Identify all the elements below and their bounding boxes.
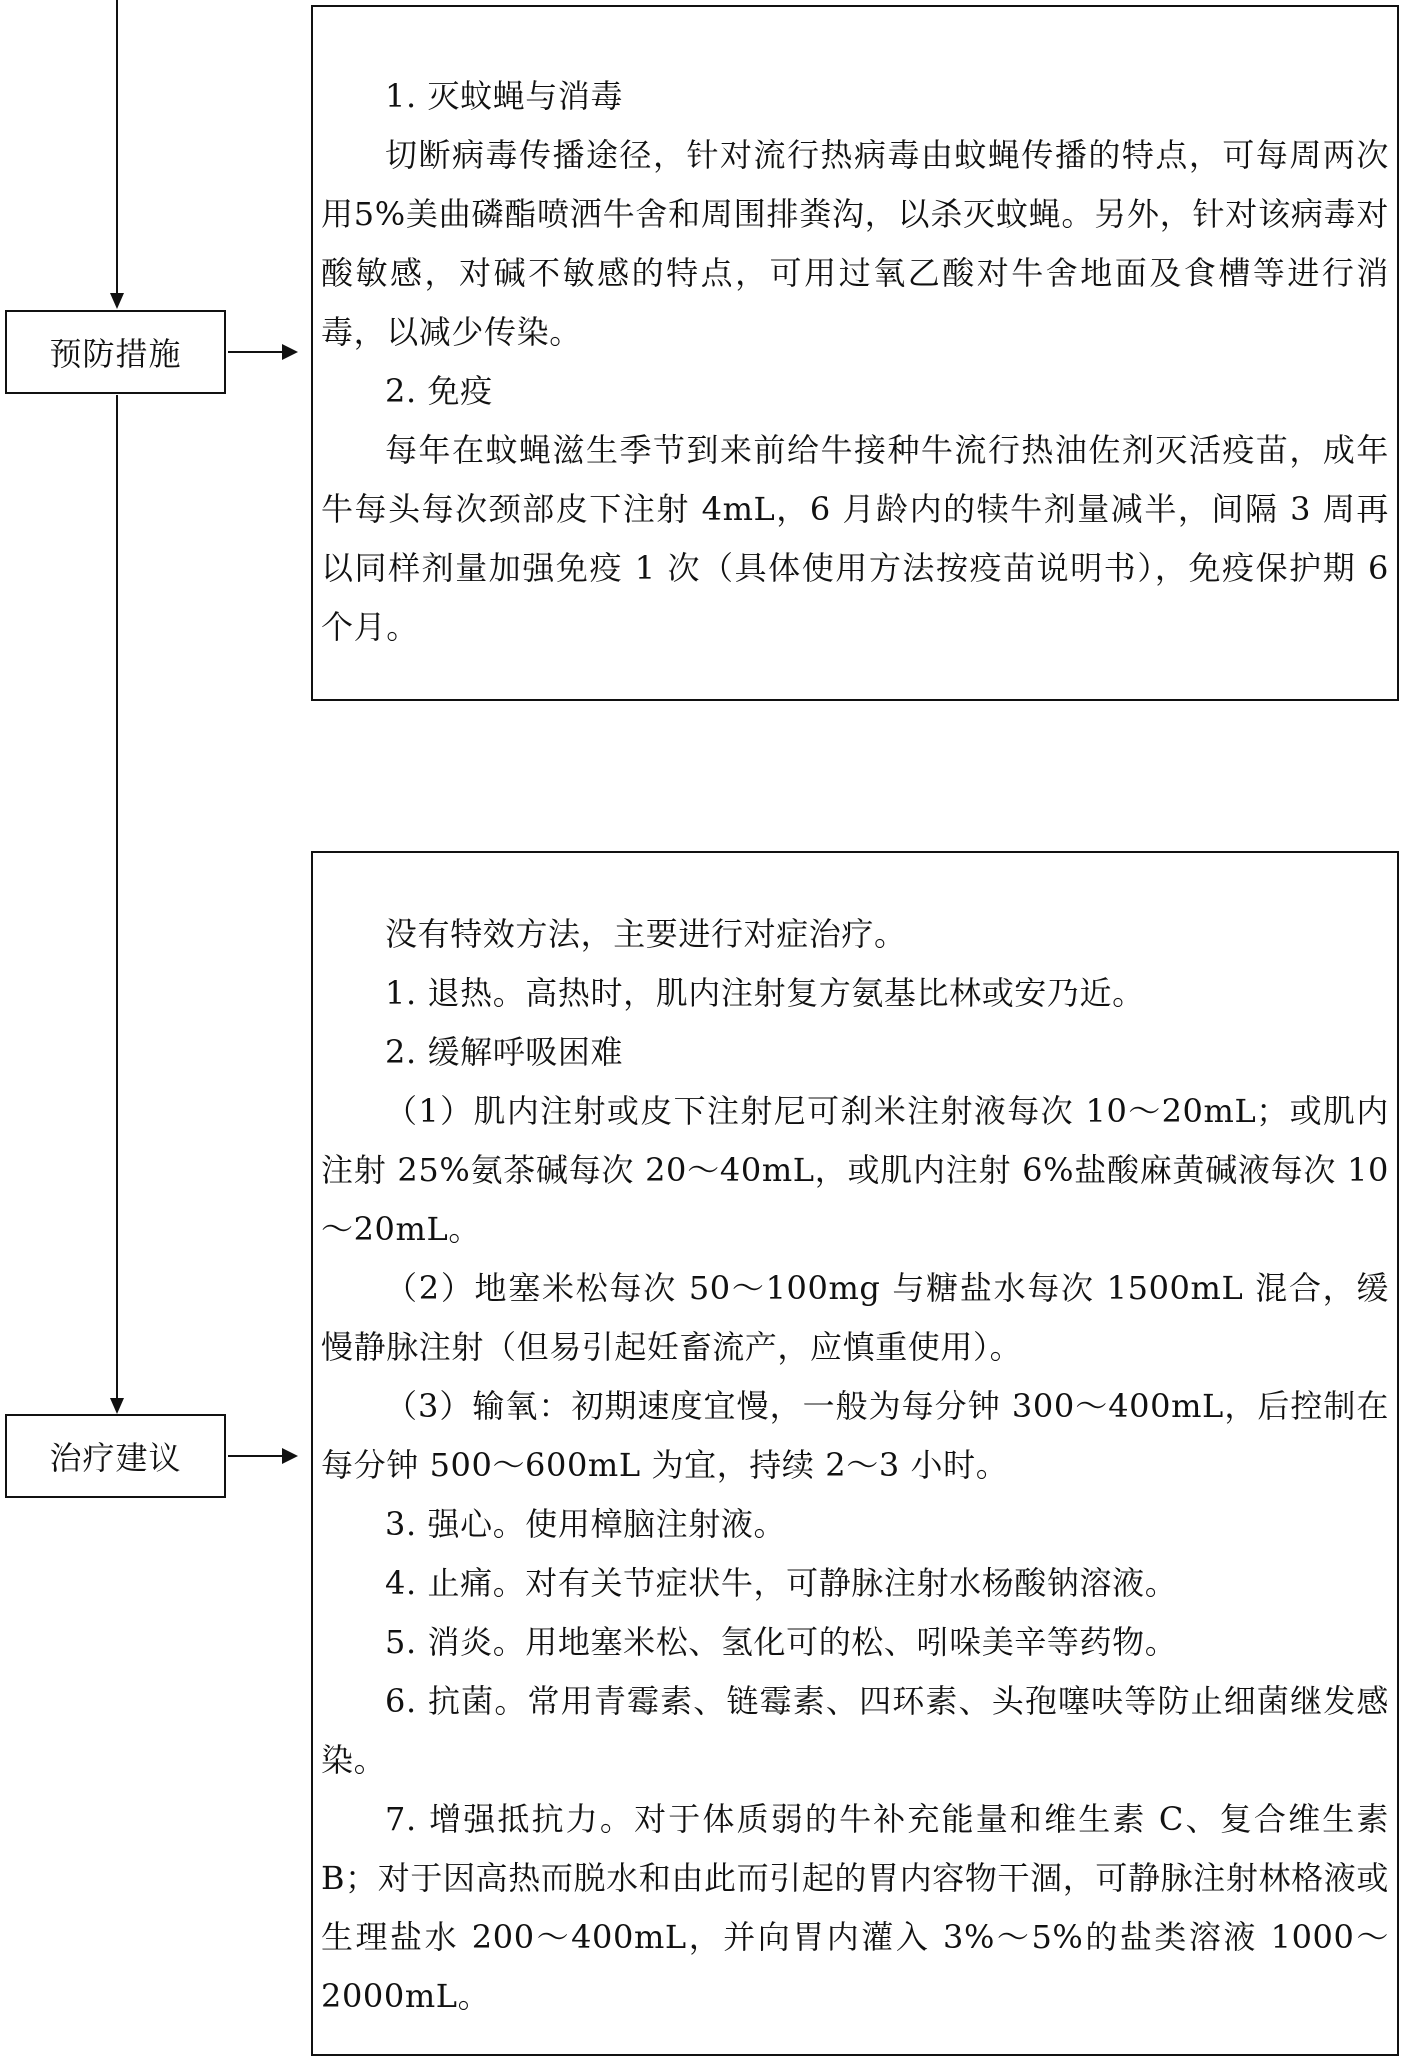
prevention-paragraph-2: 每年在蚊蝇滋生季节到来前给牛接种牛流行热油佐剂灭活疫苗，成年牛每头每次颈部皮下注射 4mL，6 月龄内的犊牛剂量减半，间隔 3 周再以同样剂量加强免疫 1 次（具体使用方法按疫苗说明书），免疫保护期 6 个月。 bbox=[321, 431, 1389, 646]
treatment-item-4: 4. 止痛。对有关节症状牛，可静脉注射水杨酸钠溶液。 bbox=[385, 1564, 1178, 1602]
treatment-label: 治疗建议 bbox=[49, 1439, 182, 1477]
arrow-down-to-treatment bbox=[110, 1398, 124, 1414]
flow-line-bottom bbox=[116, 395, 118, 1398]
prevention-paragraph-1: 切断病毒传播途径，针对流行热病毒由蚊蝇传播的特点，可每周两次用5%美曲磷酯喷洒牛舍和周围排粪沟，以杀灭蚊蝇。另外，针对该病毒对酸敏感，对碱不敏感的特点，可用过氧乙酸对牛舍地面及食槽等进行消毒，以减少传染。 bbox=[321, 136, 1389, 351]
treatment-item-2: 2. 缓解呼吸困难 bbox=[385, 1033, 624, 1071]
treatment-item-3: 3. 强心。使用樟脑注射液。 bbox=[385, 1505, 787, 1543]
prevention-heading-2: 2. 免疫 bbox=[385, 372, 493, 410]
prevention-content-box bbox=[311, 5, 1399, 701]
treatment-item-5: 5. 消炎。用地塞米松、氢化可的松、吲哚美辛等药物。 bbox=[385, 1623, 1178, 1661]
treatment-item-7: 7. 增强抵抗力。对于体质弱的牛补充能量和维生素 C、复合维生素 B；对于因高热而脱水和由此而引起的胃内容物干涸，可静脉注射林格液或生理盐水 200～400mL，并向胃内灌入 3%～5%的盐类溶液 1000～2000mL。 bbox=[321, 1800, 1389, 2015]
treatment-intro: 没有特效方法，主要进行对症治疗。 bbox=[385, 915, 907, 953]
treatment-content-box bbox=[311, 851, 1399, 2056]
arrow-right-to-treatment-content bbox=[228, 1455, 296, 1457]
treatment-label-box bbox=[5, 1414, 226, 1498]
arrow-down-to-prevention bbox=[110, 293, 124, 309]
arrow-right-to-prevention-content bbox=[228, 351, 296, 353]
treatment-item-2-2: （2）地塞米松每次 50～100mg 与糖盐水每次 1500mL 混合，缓慢静脉注射（但易引起妊畜流产，应慎重使用）。 bbox=[321, 1269, 1389, 1366]
treatment-item-1: 1. 退热。高热时，肌内注射复方氨基比林或安乃近。 bbox=[385, 974, 1145, 1012]
prevention-heading-1: 1. 灭蚊蝇与消毒 bbox=[385, 77, 624, 115]
prevention-label: 预防措施 bbox=[49, 335, 182, 373]
prevention-label-box bbox=[5, 310, 226, 394]
treatment-item-2-3: （3）输氧：初期速度宜慢，一般为每分钟 300～400mL，后控制在每分钟 500～600mL 为宜，持续 2～3 小时。 bbox=[321, 1387, 1389, 1484]
treatment-item-6: 6. 抗菌。常用青霉素、链霉素、四环素、头孢噻呋等防止细菌继发感染。 bbox=[321, 1682, 1389, 1779]
treatment-item-2-1: （1）肌内注射或皮下注射尼可刹米注射液每次 10～20mL；或肌内注射 25%氨茶碱每次 20～40mL，或肌内注射 6%盐酸麻黄碱液每次 10～20mL。 bbox=[321, 1092, 1389, 1248]
flow-line-top bbox=[116, 0, 118, 293]
